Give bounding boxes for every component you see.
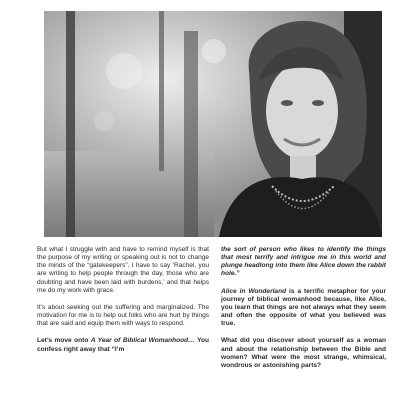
interview-question-discovery: What did you discover about yourself as a woman and about the relationship between the Bible and women? What were the most strange, whimsical, wondrous or astonishing parts? — [221, 337, 386, 369]
paragraph-gatekeepers: But what I struggle with and have to remind myself is that the purpose of my writing or speaking out is not to change the minds of the “gatekeepers”. I have to say ‘Rachel, you are writing to help people through the day, those who are doubting and have been laid with burdens,’ and that helps me do my work with grace. — [37, 246, 209, 294]
quote-continuation: the sort of person who likes to identify the things that most terrify and intrigue me in this world and plunge headlong into them like Alice down the rabbit hole.” — [221, 246, 386, 278]
paragraph-marginalized: It’s about seeking out the suffering and marginalized. The motivation for me is to help out folks who are hurt by things that are said and equip them with ways to respond. — [37, 303, 209, 328]
question-lead: Let’s move onto — [37, 337, 91, 345]
interview-question-intro — [37, 337, 209, 353]
paragraph-alice-metaphor — [221, 288, 386, 329]
right-text-column — [221, 246, 386, 379]
author-photo — [44, 11, 382, 237]
author-photo-illustration — [44, 11, 382, 237]
left-text-column — [37, 246, 209, 363]
book-title: A Year of Biblical Womanhood… — [90, 337, 195, 345]
question-tail: You confess right away that “I’m — [37, 337, 209, 353]
alice-title: Alice in Wonderland — [221, 287, 287, 295]
alice-text: is a terrific metaphor for your journey of biblical womanhood because, like Alice, you learn that things are not always what they seem and often the opposite of what you believed was true. — [221, 287, 386, 328]
